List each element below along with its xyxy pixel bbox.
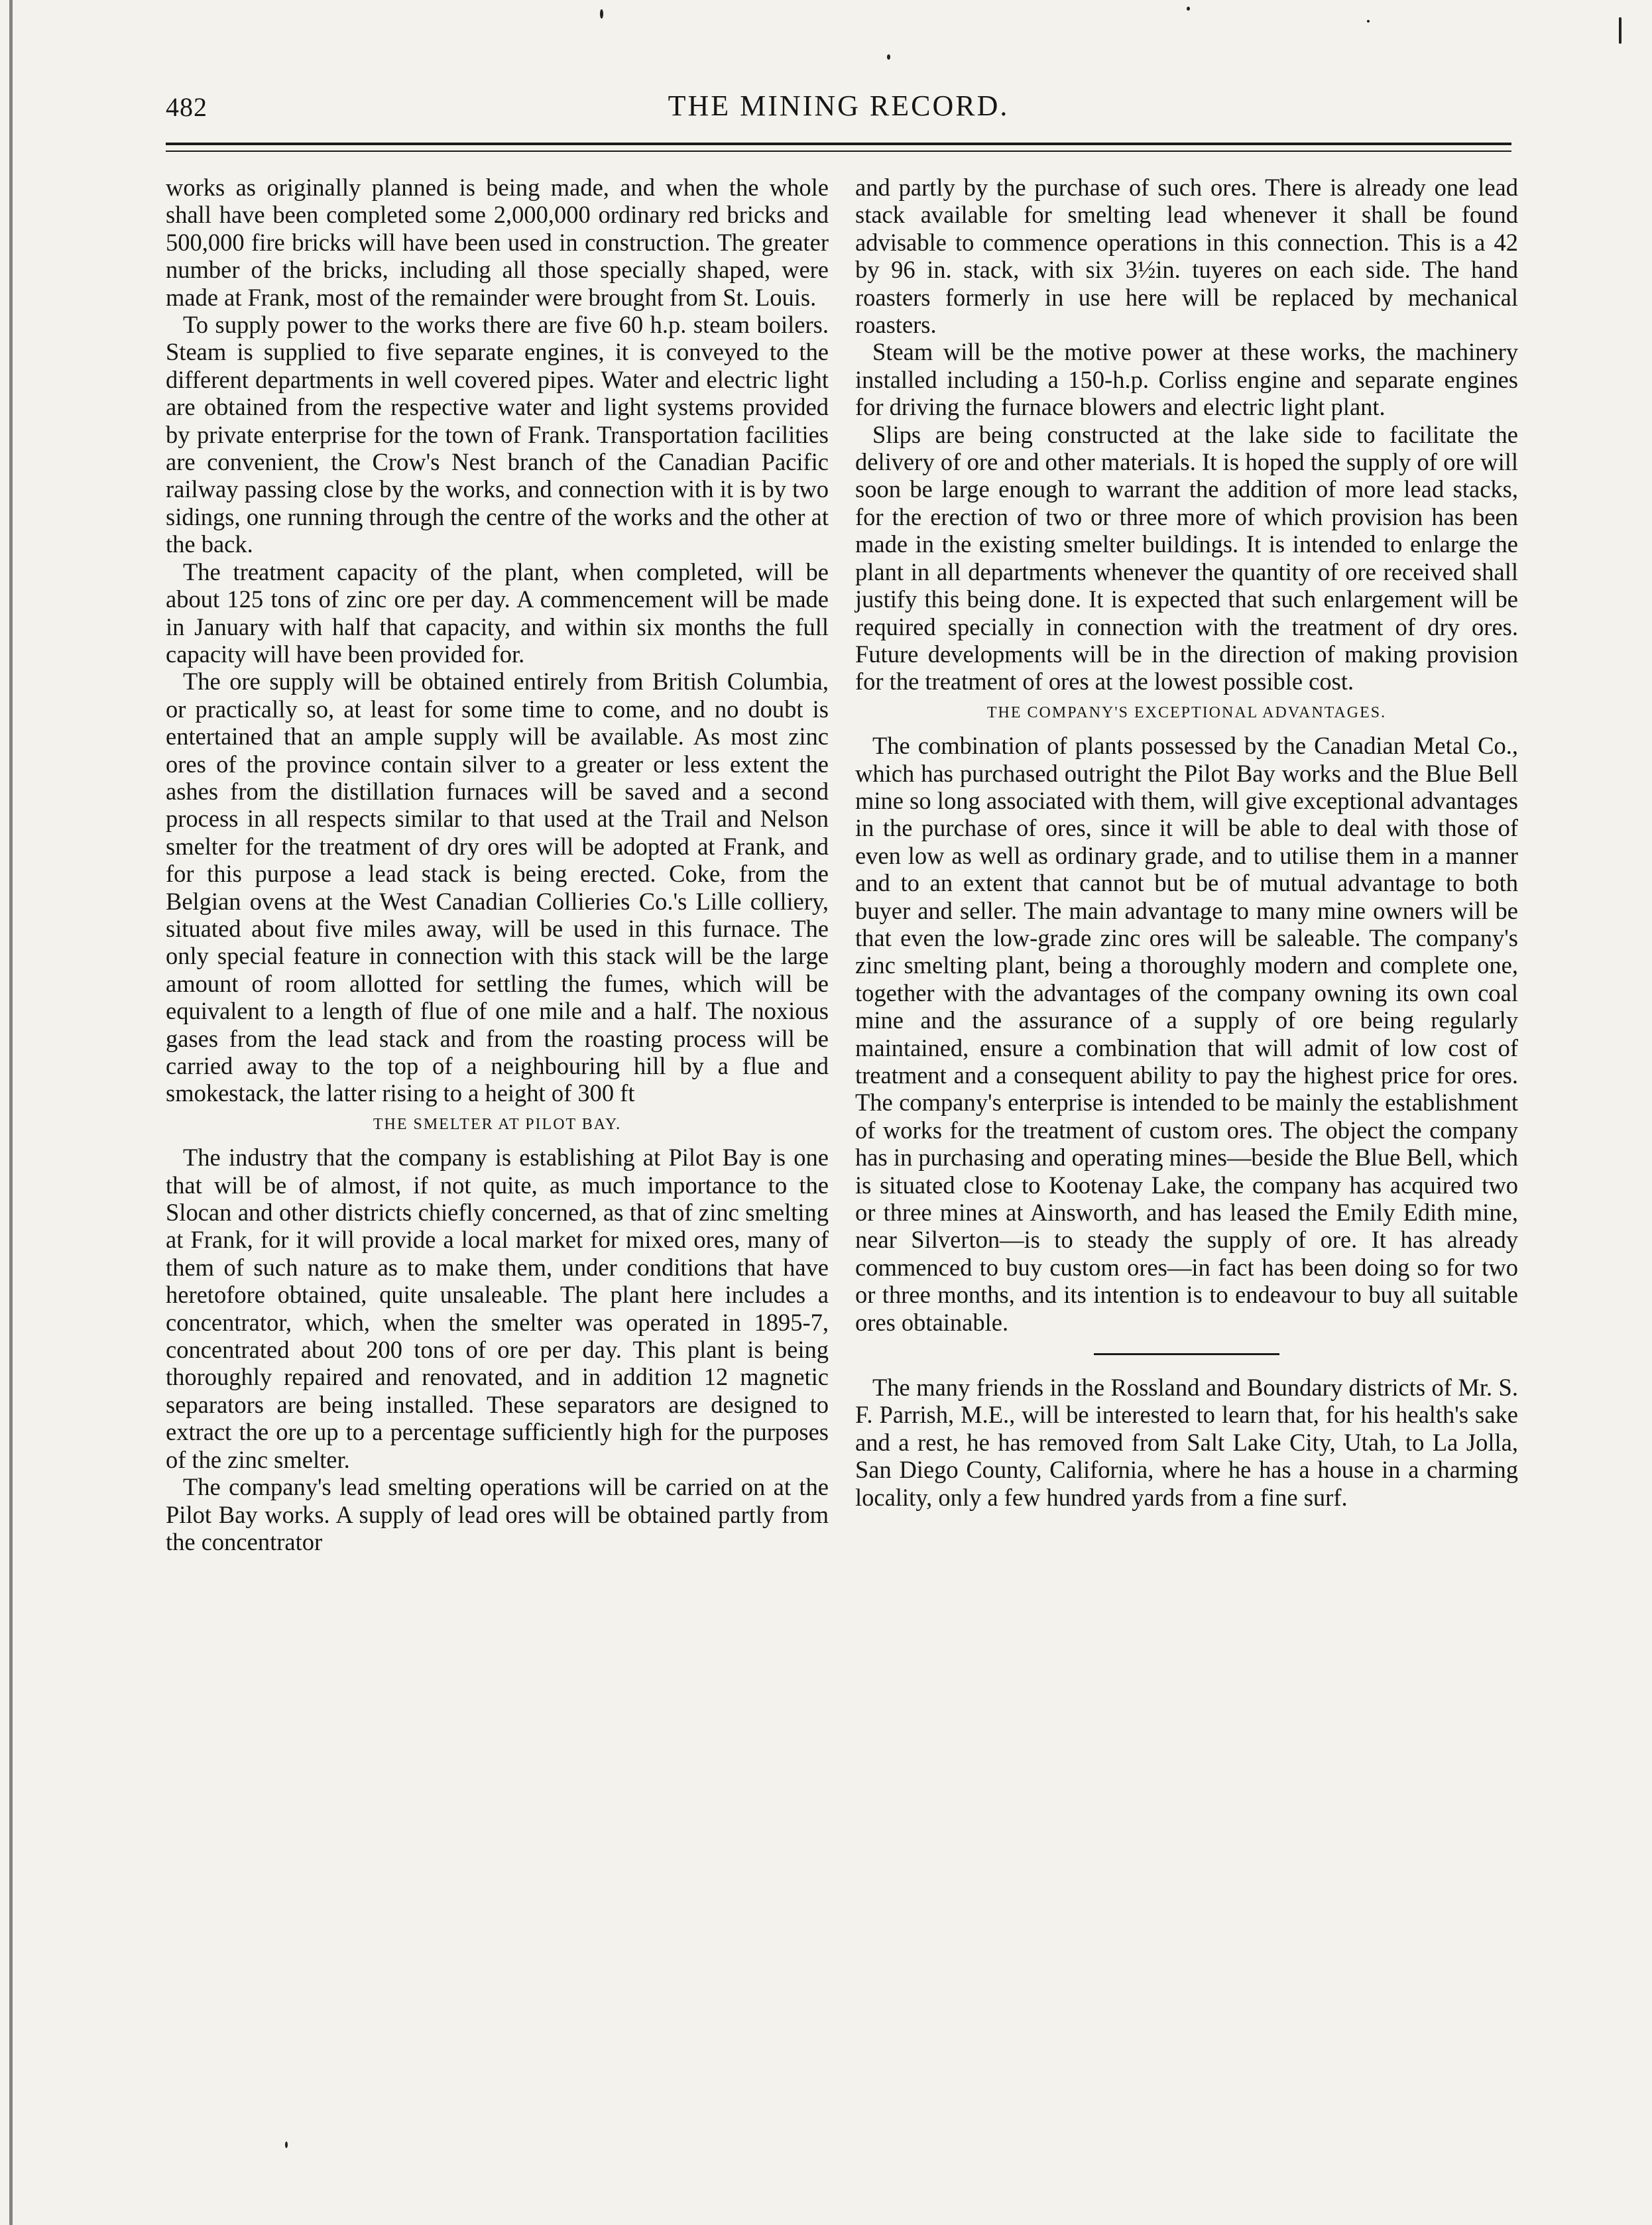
paragraph: works as originally planned is being made, and when the whole shall have been completed some 2,000,000 ordinary red bricks and 500,000 fire bricks will have been used in construction. The greater number of the bricks, including all those specially shaped, were made at Frank, most of the remainder were brought from St. Louis. bbox=[166, 174, 829, 311]
binding-edge-rule bbox=[9, 0, 13, 2225]
paragraph: The company's lead smelting operations will be carried on at the Pilot Bay works. A supply of lead ores will be obtained partly from the concentrator bbox=[166, 1473, 829, 1555]
right-column bbox=[855, 174, 1518, 1511]
paragraph: The combination of plants possessed by the Canadian Metal Co., which has purchased outright the Pilot Bay works and the Blue Bell mine so long associated with them, will give exceptional advantages in the purchase of ores, since it will be able to deal with those of even low as well as ordinary grade, and to utilise them in a manner and to an extent that cannot but be of mutual advantage to both buyer and seller. The main advantage to many mine owners will be that even the low-grade zinc ores will be saleable. The company's zinc smelting plant, being a thoroughly modern and complete one, together with the advantages of the company owning its own coal mine and the assurance of a supply of ore being regularly maintained, ensure a combination that will admit of low cost of treatment and a consequent ability to pay the highest price for ores. The company's enterprise is intended to be mainly the establishment of works for the treatment of custom ores. The object the company has in purchasing and operating mines—beside the Blue Bell, which is situated close to Kootenay Lake, the company has acquired two or three mines at Ainsworth, and has leased the Emily Edith mine, near Silverton—is to steady the supply of ore. It has already commenced to buy custom ores—in fact has been doing so for two or three months, and its intention is to endeavour to buy all suitable ores obtainable. bbox=[855, 732, 1518, 1336]
scan-speck bbox=[1367, 20, 1370, 23]
paragraph: The industry that the company is establishing at Pilot Bay is one that will be of almost, if not quite, as much importance to the Slocan and other districts chiefly concerned, as that of zinc smelting at Frank, for it will provide a local market for mixed ores, many of them of such nature as to make them, under conditions that have heretofore obtained, quite unsaleable. The plant here includes a concentrator, which, when the smelter was operated in 1895-7, concentrated about 200 tons of ore per day. This plant is being thoroughly repaired and renovated, and in addition 12 magnetic separators are being installed. These separators are designed to extract the ore up to a percentage sufficiently high for the purposes of the zinc smelter. bbox=[166, 1144, 829, 1473]
paragraph: The treatment capacity of the plant, when completed, will be about 125 tons of zinc ore per day. A commencement will be made in January with half that capacity, and within six months the full capacity will have been provided for. bbox=[166, 558, 829, 668]
scan-speck bbox=[600, 9, 603, 19]
paragraph: To supply power to the works there are five 60 h.p. steam boilers. Steam is supplied to five separate engines, it is conveyed to the different departments in well covered pipes. Water and electric light are obtained from the respective water and light systems provided by private enterprise for the town of Frank. Transportation facilities are convenient, the Crow's Nest branch of the Canadian Pacific railway passing close by the works, and connection with it is by two sidings, one running through the centre of the works and the other at the back. bbox=[166, 311, 829, 558]
running-title: THE MINING RECORD. bbox=[668, 90, 1010, 122]
paragraph: and partly by the purchase of such ores. There is already one lead stack available for smelting lead whenever it shall be found advisable to commence operations in this connection. This is a 42 by 96 in. stack, with six 3½in. tuyeres on each side. The hand roasters formerly in use here will be replaced by mechanical roasters. bbox=[855, 174, 1518, 339]
page-number: 482 bbox=[166, 92, 207, 122]
paragraph: The many friends in the Rossland and Boundary districts of Mr. S. F. Parrish, M.E., will be interested to learn that, for his health's sake and a rest, he has removed from Salt Lake City, Utah, to La Jolla, San Diego County, California, where he has a house in a charming locality, only a few hundred yards from a fine surf. bbox=[855, 1374, 1518, 1511]
section-heading: THE COMPANY'S EXCEPTIONAL ADVANTAGES. bbox=[986, 703, 1387, 721]
scan-speck bbox=[1187, 7, 1190, 11]
paragraph: Steam will be the motive power at these works, the machinery installed including a 150-h.p. Corliss engine and separate engines for driving the furnace blowers and electric light plant. bbox=[855, 338, 1518, 421]
scan-speck bbox=[887, 54, 890, 60]
paragraph: The ore supply will be obtained entirely from British Columbia, or practically so, at least for some time to come, and no doubt is entertained that an ample supply will be available. As most zinc ores of the province contain silver to a greater or less extent the ashes from the distillation furnaces will be saved and a second process in all respects similar to that used at the Trail and Nelson smelter for the treatment of dry ores will be adopted at Frank, and for this purpose a lead stack is being erected. Coke, from the Belgian ovens at the West Canadian Collieries Co.'s Lille colliery, situated about five miles away, will be used in this furnace. The only special feature in connection with this stack will be the large amount of room allotted for settling the fumes, which will be equivalent to a length of flue of one mile and a half. The noxious gases from the lead stack and from the roasting process will be carried away to the top of a neighbouring hill by a flue and smokestack, the latter rising to a height of 300 ft bbox=[166, 668, 829, 1107]
page-header bbox=[166, 91, 1511, 131]
paragraph: Slips are being constructed at the lake side to facilitate the delivery of ore and other materials. It is hoped the supply of ore will soon be large enough to warrant the addition of more lead stacks, for the erection of two or three more of which provision has been made in the existing smelter buildings. It is intended to enlarge the plant in all departments whenever the quantity of ore received shall justify this being done. It is expected that such enlargement will be required specially in connection with the treatment of dry ores. Future developments will be in the direction of making provision for the treatment of ores at the lowest possible cost. bbox=[855, 420, 1518, 695]
left-column bbox=[166, 174, 829, 1555]
scan-speck bbox=[1619, 17, 1622, 44]
scan-speck bbox=[285, 2141, 288, 2148]
section-heading: THE SMELTER AT PILOT BAY. bbox=[373, 1115, 622, 1133]
section-divider bbox=[1094, 1353, 1279, 1355]
header-double-rule bbox=[166, 143, 1511, 152]
